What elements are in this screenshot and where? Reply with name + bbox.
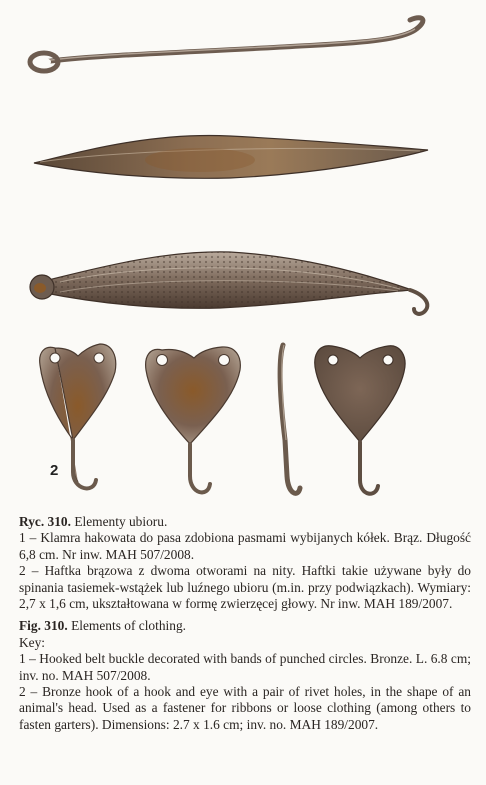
figure-caption bbox=[19, 514, 471, 733]
caption-en-label: Fig. 310. bbox=[19, 618, 68, 634]
caption-pl-title: Elementy ubioru. bbox=[74, 514, 168, 529]
hook-eye-front-2-artifact bbox=[146, 347, 241, 492]
hook-eye-profile-artifact bbox=[280, 345, 300, 493]
caption-en-key: Key: bbox=[19, 634, 46, 650]
caption-en-title: Elements of clothing. bbox=[71, 618, 187, 634]
caption-pl-item-2: 2 – Haftka brązowa z dwoma otworami na nity. Haftki takie używane były do spinania tasiemek-wstążek lub luźnego ubioru (m.in. przy podwiązkach). Wymiary: 2,7 x 1,6 cm, ukształtowana w formę zwierzęcej głowy. Nr inw. MAH 189/2007. bbox=[19, 563, 471, 612]
wire-hook-artifact bbox=[30, 18, 423, 71]
caption-en-item-2: 2 – Bronze hook of a hook and eye with a pair of rivet holes, in the shape of an animal's head. Used as a fastener for ribbons or loose clothing (among others to fasten garters). Dimensions: 2.7 x 1.6 cm; inv. no. MAH 189/2007. bbox=[19, 684, 471, 732]
caption-english bbox=[19, 618, 471, 733]
caption-polish bbox=[19, 514, 471, 612]
figure-item-label: 2 bbox=[50, 462, 59, 479]
caption-pl-heading bbox=[19, 514, 471, 530]
belt-buckle-artifact bbox=[30, 252, 427, 314]
caption-en-item-1: 1 – Hooked belt buckle decorated with bands of punched circles. Bronze. L. 6.8 cm; inv. no. MAH 507/2008. bbox=[19, 651, 471, 683]
hook-eye-back-artifact bbox=[315, 346, 405, 494]
leaf-plate-artifact bbox=[34, 135, 428, 178]
caption-pl-item-1: 1 – Klamra hakowata do pasa zdobiona pasmami wybijanych kółek. Brąz. Długość 6,8 cm. Nr inw. MAH 507/2008. bbox=[19, 530, 471, 562]
caption-pl-label: Ryc. 310. bbox=[19, 514, 71, 529]
caption-en-heading bbox=[19, 618, 471, 634]
